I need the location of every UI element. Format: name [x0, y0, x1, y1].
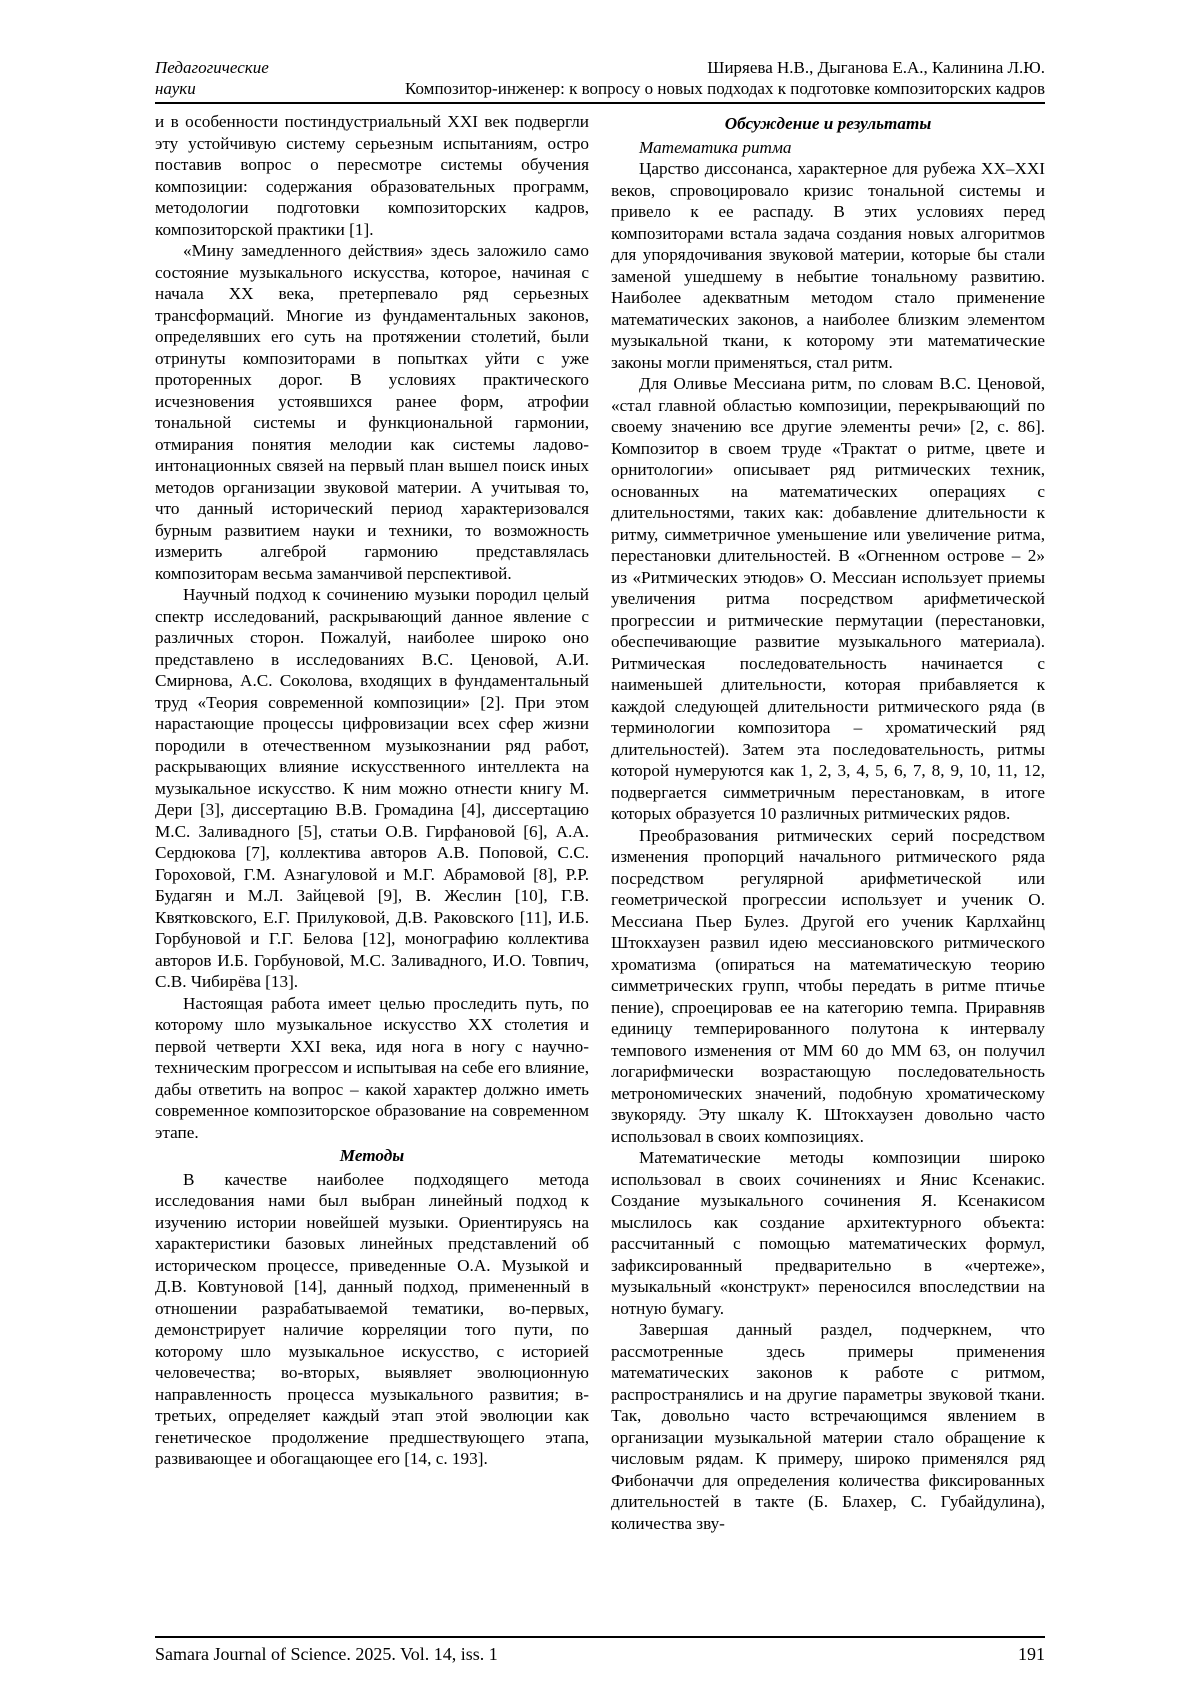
- authors-line: Ширяева Н.В., Дыганова Е.А., Калинина Л.Ю.: [707, 58, 1045, 77]
- paragraph: Настоящая работа имеет целью проследить путь, по которому шло музыкальное искусство XX столетия и первой четверти XXI века, идя нога в ногу с научно-техническим прогрессом и испытывая на себе его влияние, дабы ответить на вопрос – какой характер должно иметь современное композиторское образование на современном этапе.: [155, 993, 589, 1142]
- paragraph: Математические методы композиции широко использовал в своих сочинениях и Янис Ксенакис. Создание музыкального сочинения Я. Ксенакисом мыслилось как создание архитектурного объекта: рассчитанный с помощью математических формул, зафиксированный предварительно в «чертеже», музыкальный «конструкт» переносился впоследствии на нотную бумагу.: [611, 1148, 1045, 1318]
- paragraph: Преобразования ритмических серий посредством изменения пропорций начального ритмического ряда посредством регулярной арифметической или геометрической прогрессии использует и ученик О. Мессиана Пьер Булез. Другой его ученик Карлхайнц Штокхаузен развил идею мессиановского ритмического хроматизма (опираться на математическую теорию симметрических групп, чтобы передать в ритме птичье пение), спроецировав ее на категорию темпа. Приравняв единицу темперированного полутона к интервалу темпового изменения от ММ 60 до ММ 63, он получил логарифмически возрастающую последовательность метрономических значений, подобную хроматическому звукоряду. Эту шкалу К. Штокхаузен довольно часто использовал в своих композициях.: [611, 825, 1045, 1146]
- section-label-line2: науки: [155, 79, 196, 98]
- rhythm-math-heading: Математика ритма: [639, 137, 792, 157]
- paragraph: Научный подход к сочинению музыки породил целый спектр исследований, раскрывающий данное явление с различных сторон. Пожалуй, наиболее широко оно представлено в исследованиях В.С. Ценовой, А.И. Смирнова, А.С. Соколова, входящих в фундаментальный труд «Теория современной композиции» [2]. При этом нарастающие процессы цифровизации всех сфер жизни породили в отечественном музыкознании ряд работ, раскрывающих влияние искусственного интеллекта на музыкальное искусство. К ним можно отнести книгу М. Дери [3], диссертацию В.В. Громадина [4], диссертацию М.С. Заливадного [5], статьи О.В. Гирфановой [6], А.А. Сердюкова [7], коллектива авторов А.В. Поповой, С.С. Гороховой, Г.М. Азнагуловой и М.Г. Абрамовой [8], Р.Р. Будагян и М.Л. Зайцевой [9], В. Жеслин [10], Г.В. Квятковского, Е.Г. Прилуковой, Д.В. Раковского [11], И.Б. Горбуновой и Г.Г. Белова [12], монографию коллектива авторов И.Б. Горбуновой, М.С. Заливадного, И.О. Товпич, С.В. Чибирёва [13].: [155, 585, 589, 991]
- running-head-right: [345, 57, 1045, 99]
- column-left: [155, 111, 589, 1534]
- paragraph: В качестве наиболее подходящего метода исследования нами был выбран линейный подход к изучению истории новейшей музыки. Ориентируясь на характеристики базовых линейных представлений об историческом процессе, приведенные О.А. Музыкой и Д.В. Ковтуновой [14], данный подход, примененный в отношении разрабатываемой тематики, во-первых, демонстрирует наличие корреляции того пути, по которому шло музыкальное искусство, с историей человечества; во-вторых, выявляет эволюционную направленность процесса музыкального развития; в-третьих, определяет каждый этап этой эволюции как генетическое продолжение предшествующего этапа, развивающее и обогащающее его [14, с. 193].: [155, 1169, 589, 1468]
- methods-heading: Методы: [339, 1146, 405, 1165]
- page-number: 191: [1018, 1644, 1045, 1664]
- paragraph: и в особенности постиндустриальный XXI век подвергли эту устойчивую систему серьезным испытаниям, остро поставив вопрос о пересмотре системы обучения композиции: содержания образовательных программ, методологии подготовки композиторских кадров, композиторской практики [1].: [155, 112, 589, 239]
- journal-footer-line: Samara Journal of Science. 2025. Vol. 14, iss. 1: [155, 1644, 498, 1664]
- paragraph: Завершая данный раздел, подчеркнем, что рассмотренные здесь примеры применения математических законов к работе с ритмом, распространялись и на другие параметры звуковой ткани. Так, довольно часто встречающимся явлением в организации музыкальной материи стало обращение к числовым рядам. К примеру, широко применялся ряд Фибоначчи для определения количества фиксированных длительностей в такте (Б. Блахер, С. Губайдулина), количества зву-: [611, 1320, 1045, 1533]
- paragraph: «Мину замедленного действия» здесь заложило само состояние музыкального искусства, которое, начиная с начала XX века, претерпевало ряд серьезных трансформаций. Многие из фундаментальных законов, определявших его суть на протяжении столетий, были отринуты композиторами в попытках уйти с уже проторенных дорог. В условиях практического исчезновения устоявшихся ранее форм, атрофии тональной системы и функциональной гармонии, отмирания понятия мелодии как системы ладово-интонационных связей на первый план вышел поиск иных методов организации звуковой материи. А учитывая то, что данный исторический период характеризовался бурным развитием науки и техники, то возможность измерить алгеброй гармонию представлялась композиторам весьма заманчивой перспективой.: [155, 241, 589, 583]
- text-body: [155, 111, 1045, 1534]
- column-right: [611, 111, 1045, 1534]
- section-label-line1: Педагогические: [155, 58, 269, 77]
- section-label: [155, 57, 345, 99]
- article-title-line: Композитор-инженер: к вопросу о новых подходах к подготовке композиторских кадров: [405, 79, 1045, 98]
- results-heading: Обсуждение и результаты: [724, 114, 932, 133]
- page-footer: [155, 1636, 1045, 1665]
- paragraph: Царство диссонанса, характерное для рубежа XX–XXI веков, спровоцировало кризис тональной системы и привело к ее распаду. В этих условиях перед композиторами встала задача создания новых алгоритмов для упорядочивания звуковой материи, которые бы стали заменой ушедшему в небытие тональному развитию. Наиболее адекватным методом стало применение математических законов, а наиболее близким элементом музыкальной ткани, к которому эти математические законы могли применяться, стал ритм.: [611, 159, 1045, 372]
- running-head: [155, 57, 1045, 104]
- paragraph: Для Оливье Мессиана ритм, по словам В.С. Ценовой, «стал главной областью композиции, перекрывающий по своему значению все другие элементы речи» [2, с. 86]. Композитор в своем труде «Трактат о ритме, цвете и орнитологии» описывает ряд ритмических техник, основанных на математических операциях с длительностями, таких как: добавление длительности к ритму, симметричное уменьшение или увеличение ритма, перестановки длительностей. В «Огненном острове – 2» из «Ритмических этюдов» О. Мессиан использует приемы увеличения ритма посредством арифметической прогрессии и ритмические пермутации (перестановки, обеспечивающие развитие музыкального материала). Ритмическая последовательность начинается с наименьшей длительности, которая прибавляется к каждой следующей длительности ритмического ряда (в терминологии композитора – хроматический ряд длительностей). Затем эта последовательность, ритмы которой нумеруются как 1, 2, 3, 4, 5, 6, 7, 8, 9, 10, 11, 12, подвергается симметричным перестановкам, в итоге которых образуется 10 различных ритмических рядов.: [611, 374, 1045, 823]
